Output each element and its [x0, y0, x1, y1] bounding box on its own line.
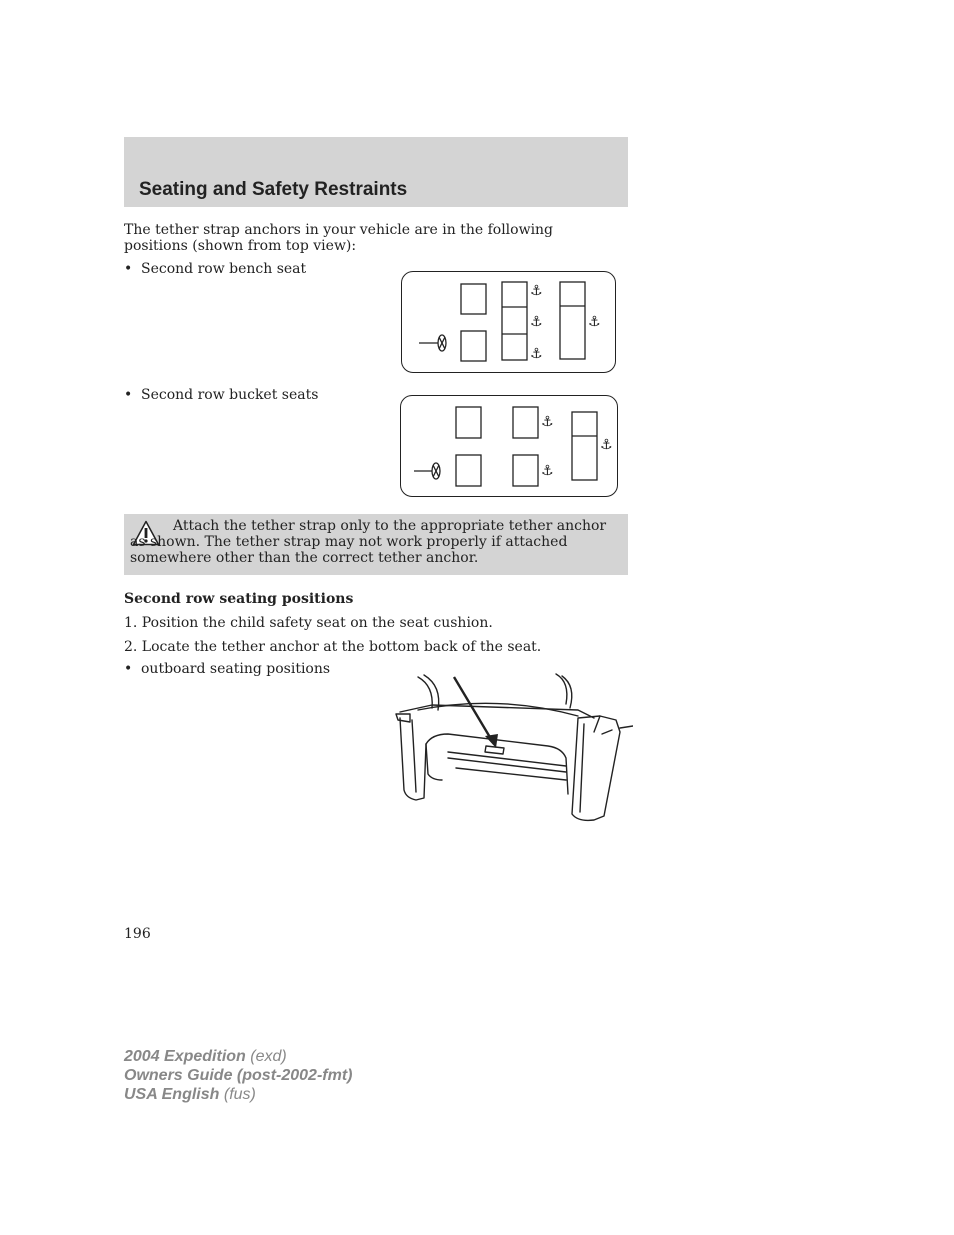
footer-line — [124, 1066, 352, 1085]
outboard-label: outboard seating positions — [141, 661, 331, 677]
page-title: Seating and Safety Restraints — [139, 179, 408, 200]
bucket-seat-left — [513, 407, 538, 438]
anchor-icon: ⚓ — [530, 283, 543, 299]
front-seat-left — [456, 407, 481, 438]
bench-seat-label: Second row bench seat — [141, 261, 307, 277]
document-footer — [124, 1047, 352, 1104]
intro-paragraph: The tether strap anchors in your vehicle are in the following positions (shown from top view): — [124, 222, 554, 254]
list-item — [124, 261, 306, 277]
front-seat-left — [461, 284, 486, 314]
seat-tether-anchor-illustration — [388, 672, 633, 827]
footer-guide: Owners Guide (post-2002-fmt) — [124, 1067, 353, 1084]
footer-language: USA English — [124, 1086, 220, 1103]
footer-language-code: (fus) — [219, 1086, 256, 1103]
anchor-icon: ⚓ — [530, 314, 543, 330]
section-heading: Second row seating positions — [124, 591, 354, 607]
bench-seat — [502, 282, 527, 360]
step-item: 1. Position the child safety seat on the seat cushion. — [124, 615, 493, 631]
anchor-icon: ⚓ — [530, 346, 543, 362]
front-seat-right — [456, 455, 481, 486]
bullet-symbol: • — [124, 387, 133, 403]
bullet-symbol: • — [124, 261, 133, 277]
footer-line — [124, 1047, 352, 1066]
section-header-band — [124, 137, 628, 207]
bullet-symbol: • — [124, 661, 133, 677]
bucket-seats-anchor-diagram — [400, 395, 618, 497]
step-item: 2. Locate the tether anchor at the bottom back of the seat. — [124, 639, 542, 655]
footer-line — [124, 1085, 352, 1104]
bucket-seat-right — [513, 455, 538, 486]
bucket-seats-label: Second row bucket seats — [141, 387, 319, 403]
list-item — [124, 661, 330, 677]
warning-text: Attach the tether strap only to the appropriate tether anchor as shown. The tether strap may not work properly if attached somewhere other than the correct tether anchor. — [130, 518, 607, 566]
anchor-icon: ⚓ — [600, 437, 613, 453]
footer-model-code: (exd) — [245, 1048, 287, 1065]
third-row-seat — [572, 412, 597, 480]
anchor-icon: ⚓ — [541, 463, 554, 479]
front-seat-right — [461, 331, 486, 361]
page-number: 196 — [124, 926, 151, 942]
anchor-icon: ⚓ — [588, 314, 601, 330]
footer-model: 2004 Expedition — [124, 1048, 246, 1065]
bench-seat-anchor-diagram — [401, 271, 616, 373]
list-item — [124, 387, 318, 403]
anchor-icon: ⚓ — [541, 414, 554, 430]
warning-box — [124, 514, 628, 575]
third-row-seat — [560, 282, 585, 359]
